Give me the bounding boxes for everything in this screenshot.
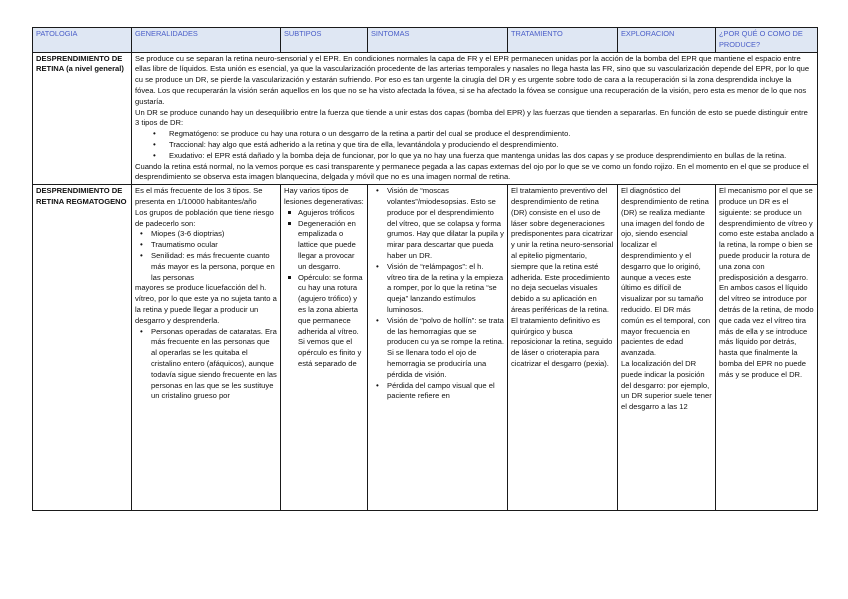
header-exploracion: EXPLORACION [618,28,716,53]
table-row [33,52,818,185]
paragraph: mayores se produce licuefacción del h. vítreo, por lo que este ya no sujeta tanto a la retina y puede llegar a producir un desgarro y desprenderla. [135,283,277,325]
header-subtipos: SUBTIPOS [281,28,368,53]
paragraph: El tratamiento definitivo es quirúrgico y busca reposicionar la retina, seguido de láser o crioterapia para cicatrizar el desgarro (pexia). [511,315,613,368]
pathology-cell: DESPRENDIMIENTO DE RETINA (a nivel general) [33,52,132,185]
paragraph: Cuando la retina está normal, no la vemos porque es casi transparente y permanece pegada a las capas externas del ojo por lo que se ve como un fondo rojizo. En el momento en el que se produce el desprendimiento se observa esta imagen blanquecina, delgada y móvil que no es una imagen normal de retina. [135,161,809,182]
paragraph: El tratamiento preventivo del desprendimiento de retina (DR) consiste en el uso de láser sobre degeneraciones predisponentes para cicatrizar y unir la retina neuro-sensorial al epitelio pigmentario, siempre que la retina esté adherida. Este procedimiento no deja secuelas visuales debido a su aplicación en áreas periféricas de la retina. [511,186,614,314]
list-item: Degeneración en empalizada o lattice que puede llegar a provocar un desgarro. [298,219,364,273]
list-item: • Personas operadas de cataratas. Era más frecuente en las personas que al operarlas se les quitaba el cristalino entero (afáquicos), aunque todavía sigue siendo frecuente en las personas en las que se les sustituye un cristalino grueso por [151,327,277,403]
subtipos-cell [281,185,368,511]
general-description-cell [132,52,818,185]
header-row [33,28,818,53]
pathology-table [32,27,818,511]
list-item: Agujeros tróficos [298,208,364,219]
paragraph: Se produce cu se separan la retina neuro-sensorial y el EPR. En condiciones normales la capa de FR y el EPR permanecen unidas por la acción de la bomba del EPR que mantiene el espacio entre ellas libre de líquidos. Esta unión es esencial, ya que la vascularización procedente de las arterias temporales y nasales no llega hasta las FR, sino que su vascularización depende del EPR, por lo que cu se produce un DR, se pierde la vascularización y estarán sufriendo. Por eso es tan urgente la cirugía del DR y es urgente sobre todo de cara a la recuperación si la zona desprendida incluye la fóvea. Los que recuperarán la visión serán aquellos en los que no se ha visto afectada la fóvea, si se ha afectado la fóvea se consigue una recuperación de la visión, pero esta es menor de lo que nos gustaría. [135,53,810,106]
list-item: • Pérdida del campo visual que el paciente refiere en [387,381,504,403]
paragraph: Los grupos de población que tiene riesgo de padecerlo son: [135,207,274,228]
list-item: • Regmatógeno: se produce cu hay una rotura o un desgarro de la retina a partir del cual se produce el desprendimiento. [169,129,814,140]
paragraph: La localización del DR puede indicar la posición del desgarro: por ejemplo, un DR superior suele tener el desgarro a las 12 [621,358,712,412]
list-item: • Traccional: hay algo que está adherido a la retina y que tira de ella, levantándola y produciendo el desprendimiento. [169,140,814,151]
risk-list [135,327,277,403]
header-tratamiento: TRATAMIENTO [508,28,618,53]
list-item: • Senilidad: es más frecuente cuanto más mayor es la persona, porque en las personas [151,251,277,283]
tratamiento-cell [508,185,618,511]
list-item: • Miopes (3-6 dioptrias) [151,229,277,240]
header-por-que: ¿POR QUÉ O COMO DE PRODUCE? [716,28,818,53]
header-generalidades: GENERALIDADES [132,28,281,53]
paragraph: El mecanismo por el que se produce un DR es el siguiente: se produce un desprendimiento de vítreo y como este estaba anclado a la retina, la rompe o bien se puede producir la rotura de una zona con predisposición a desgarro. En ambos casos el líquido del vítreo se introduce por detrás de la retina, de modo que cada vez el vítreo tira más de ella y se introduce más líquido por detrás, hasta que finalmente la bomba del EPR no puede más y se produce el DR. [719,186,814,379]
subtype-list [284,208,364,370]
list-item: • Visión de “polvo de hollín”: se trata de las hemorragias que se producen cu ya se rompe la retina. Si se llenara todo el ojo de hemorragia se produciría una pérdida de visión. [387,316,504,381]
list-item: • Visión de “moscas volantes”/miodesopsias. Esto se produce por el desprendimiento del vítreo, que se colapsa y forma grumos. Hay que dilatar la pupila y mirar para descartar que pueda haber un DR. [387,186,504,262]
generalidades-cell [132,185,281,511]
pathology-cell: DESPRENDIMIENTO DE RETINA REGMATOGENO [33,185,132,511]
header-patologia: PATOLOGIA [33,28,132,53]
list-item: • Traumatismo ocular [151,240,277,251]
table-row [33,185,818,511]
paragraph: El diagnóstico del desprendimiento de retina (DR) se realiza mediante una imagen del fondo de ojo, siendo esencial localizar el desprendimiento y el desgarro que lo originó, aunque a veces este último es difícil de visualizar por su tamaño reducido. El DR más común es el temporal, con mayor frecuencia en pacientes de edad avanzada. [621,186,711,358]
paragraph: Hay varios tipos de lesiones degenerativas: [284,186,364,206]
list-item: • Exudativo: el EPR está dañado y la bomba deja de funcionar, por lo que ya no hay una fuerza que mantenga unidas las dos capas y se produce desprendimiento en bullas de la retina. [169,151,814,162]
sintomas-cell [368,185,508,511]
paragraph: Es el más frecuente de los 3 tipos. Se presenta en 1/10000 habitantes/año [135,186,263,206]
list-item: Opérculo: se forma cu hay una rotura (agujero trófico) y es la zona abierta que permanece adherida al vítreo. Si vemos que el opérculo es finito y está separado de [298,272,363,368]
dr-types-list [135,129,814,161]
symptom-list [371,186,504,402]
header-sintomas: SINTOMAS [368,28,508,53]
por-que-cell [716,185,818,511]
paragraph: Un DR se produce cunando hay un desequilibrio entre la fuerza que tiende a unir estas dos capas (bomba del EPR) y las fuerzas que tienden a separarlas. En función de esto se puede distinguir entre 3 tipos de DR: [135,107,808,128]
risk-list [135,229,277,283]
list-item: • Visión de “relámpagos”: el h. vítreo tira de la retina y la empieza a romper, por lo que la retina “se queja” lanzando estímulos luminosos. [387,262,504,316]
exploracion-cell [618,185,716,511]
